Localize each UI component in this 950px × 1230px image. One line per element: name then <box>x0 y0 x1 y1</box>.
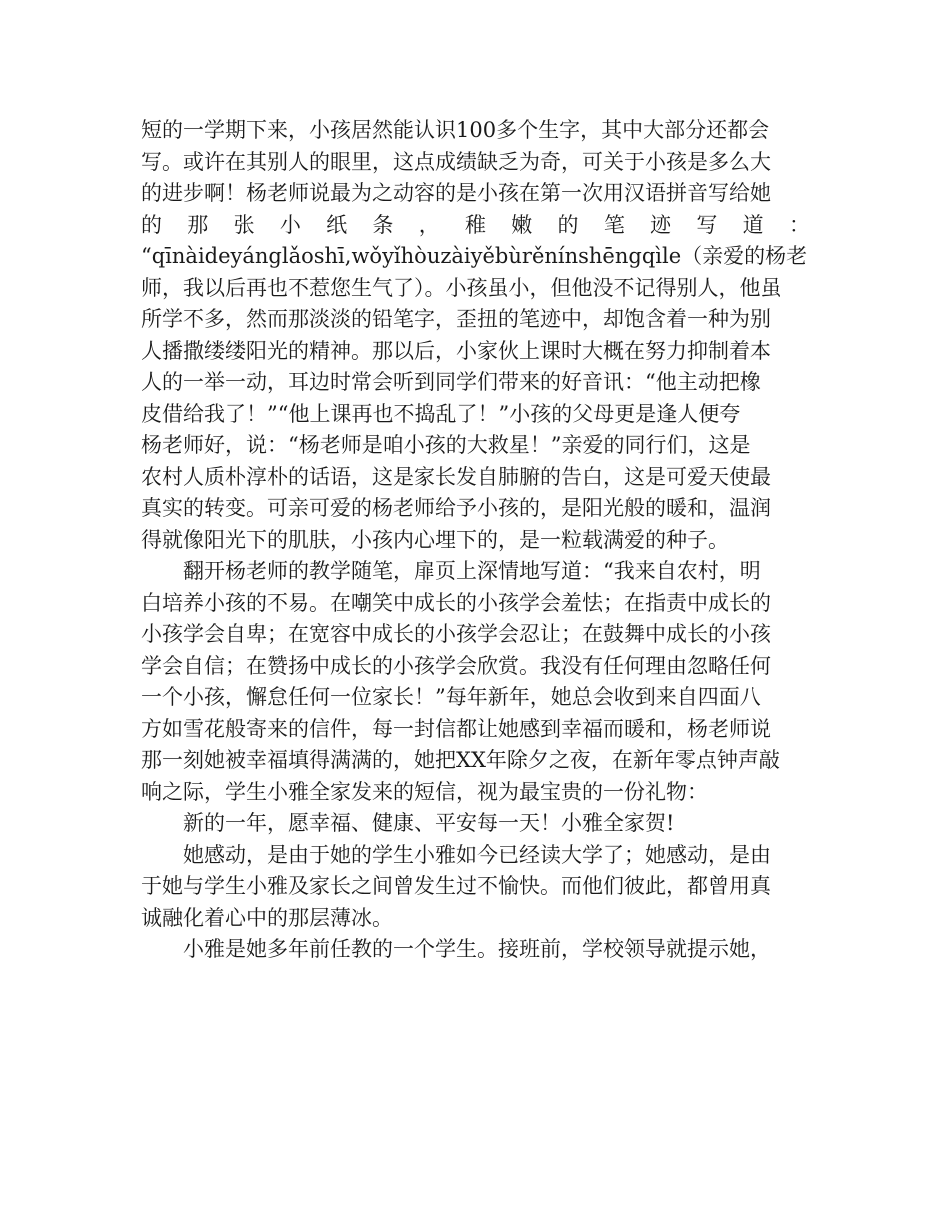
text-line: 短的一学期下来，小孩居然能认识100多个生字，其中大部分还都会 <box>141 118 770 142</box>
document-page <box>141 115 810 966</box>
text-line: 人播撒缕缕阳光的精神。那以后，小家伙上课时大概在努力抑制着本 <box>141 338 771 363</box>
text-line: 她感动，是由于她的学生小雅如今已经读大学了；她感动，是由 <box>183 842 771 867</box>
paragraph-2 <box>141 556 810 808</box>
text-char: 笔 <box>603 212 625 237</box>
text-line: 真实的转变。可亲可爱的杨老师给予小孩的，是阳光般的暖和，温润 <box>141 496 771 520</box>
paragraph-4 <box>141 840 810 935</box>
text-char: ： <box>788 212 810 237</box>
text-line: 学会自信；在赞扬中成长的小孩学会欣赏。我没有任何理由忽略任何 <box>141 653 771 678</box>
text-line: “qīnàideyánglǎoshī,wǒyǐhòuzàiyěbùrěnínshēngqìle（亲爱的杨老 <box>141 244 808 268</box>
text-line: 所学不多，然而那淡淡的铅笔字，歪扭的笔迹中，却饱含着一种为别 <box>141 307 771 331</box>
text-line: 那一刻她被幸福填得满满的，她把XX年除夕之夜，在新年零点钟声敲 <box>141 748 780 772</box>
text-line: 的进步啊！杨老师说最为之动容的是小孩在第一次用汉语拼音写给她 <box>141 181 771 205</box>
text-line: 响之际，学生小雅全家发来的短信，视为最宝贵的一份礼物： <box>141 779 708 804</box>
text-line: 农村人质朴淳朴的话语，这是家长发自肺腑的告白，这是可爱天使最 <box>141 464 771 489</box>
text-char: 道 <box>742 212 764 237</box>
text-char: 的 <box>557 212 579 237</box>
text-char: 那 <box>187 212 209 237</box>
text-line: 小孩学会自卑；在宽容中成长的小孩学会忍让；在鼓舞中成长的小孩 <box>141 622 771 646</box>
text-line: 皮借给我了！”“他上课再也不捣乱了！”小孩的父母更是逢人便夸 <box>141 401 741 426</box>
text-line: 新的一年，愿幸福、健康、平安每一天！小雅全家贺! <box>183 811 675 835</box>
paragraph-3 <box>141 808 810 840</box>
spread-line <box>141 210 810 242</box>
text-line: 于她与学生小雅及家长之间曾发生过不愉快。而他们彼此，都曾用真 <box>141 874 771 898</box>
text-char: 条 <box>372 212 394 237</box>
text-line: 小雅是她多年前任教的一个学生。接班前，学校领导就提示她， <box>183 937 771 961</box>
text-line: 白培养小孩的不易。在嘲笑中成长的小孩学会羞怯；在指责中成长的 <box>141 590 771 615</box>
text-line: 诚融化着心中的那层薄冰。 <box>141 905 393 930</box>
text-char: ， <box>418 212 440 237</box>
text-line: 方如雪花般寄来的信件，每一封信都让她感到幸福而暖和，杨老师说 <box>141 716 771 741</box>
text-char: 张 <box>233 212 255 237</box>
text-line: 得就像阳光下的肌肤，小孩内心埋下的，是一粒载满爱的种子。 <box>141 527 729 552</box>
text-char: 纸 <box>326 212 348 237</box>
text-line: 杨老师好，说：“杨老师是咱小孩的大救星！”亲爱的同行们，这是 <box>141 433 751 457</box>
text-line: 师，我以后再也不惹您生气了）。小孩虽小，但他没不记得别人，他虽 <box>141 275 782 300</box>
paragraph-1 <box>141 115 810 556</box>
text-char: 小 <box>279 212 301 237</box>
text-line: 翻开杨老师的教学随笔，扉页上深情地写道：“我来自农村，明 <box>183 559 761 583</box>
text-char: 写 <box>696 212 718 237</box>
text-char: 稚 <box>464 212 486 237</box>
text-char: 的 <box>141 212 162 237</box>
text-char: 迹 <box>650 212 672 237</box>
text-line: 写。或许在其别人的眼里，这点成绩缺乏为奇，可关于小孩是多么大 <box>141 149 771 174</box>
text-line: 人的一举一动，耳边时常会听到同学们带来的好音讯：“他主动把橡 <box>141 370 761 394</box>
text-line: 一个小孩，懈怠任何一位家长！”每年新年，她总会收到来自四面八 <box>141 685 761 709</box>
paragraph-5 <box>141 934 810 966</box>
text-char: 嫩 <box>511 212 533 237</box>
